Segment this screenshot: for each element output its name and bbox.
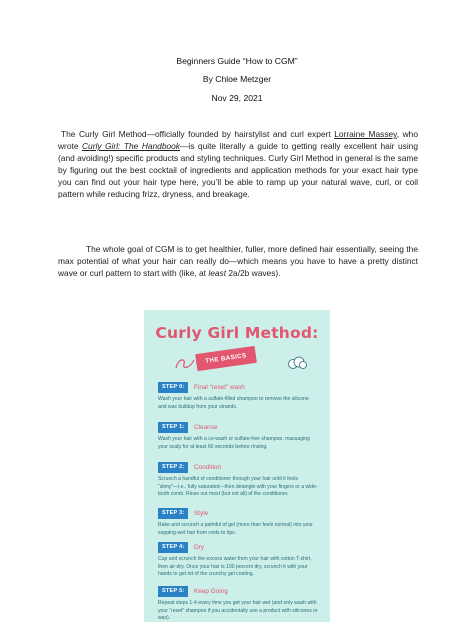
curly-girl-infographic bbox=[144, 310, 330, 622]
step-1-desc: Wash your hair with a co-wash or sulfate-free shampoo, massaging your scalp for at least 60 seconds before rinsing. bbox=[158, 436, 310, 450]
goal-text-2: 2a/2b waves). bbox=[226, 268, 281, 278]
step-2-badge: STEP 2: bbox=[158, 462, 188, 473]
step-5-desc: Repeat steps 1-4 every time you get your hair wet (and only wash with your “reset” shampoo if you accidentally use a product with silicones or wax). bbox=[158, 600, 318, 621]
step-4-desc: Cup and scrunch the excess water from your hair with cotton T-shirt, then air-dry. Once your hair is 100 percent dry, scrunch it with your hands to get rid of the crunchy gel coating. bbox=[158, 556, 312, 577]
step-0-badge: STEP 0: bbox=[158, 382, 188, 393]
handbook-link[interactable]: Curly Girl: The Handbook bbox=[81, 141, 180, 151]
doc-author: By Chloe Metzger bbox=[202, 74, 272, 84]
the-basics-badge: THE BASICS bbox=[195, 346, 257, 371]
step-2-desc: Scrunch a handful of conditioner through your hair until it feels “slimy”—i.e., fully saturated—then detangle with your fingers or a wide-tooth comb. Rinse out most (but not all) of the conditioner. bbox=[158, 476, 318, 497]
infographic-title: Curly Girl Method: bbox=[155, 324, 319, 342]
intro-text-2: , who wrote bbox=[58, 129, 418, 151]
goal-paragraph bbox=[58, 243, 418, 279]
step-2-name: Condition bbox=[194, 464, 222, 471]
step-5-badge: STEP 5: bbox=[158, 586, 188, 597]
intro-text-1: The Curly Girl Method—officially founded by hairstylist and curl expert bbox=[61, 129, 335, 139]
goal-text-italic: least bbox=[208, 268, 227, 278]
doc-date: Nov 29, 2021 bbox=[211, 93, 263, 103]
step-3-badge: STEP 3: bbox=[158, 508, 188, 519]
intro-paragraph bbox=[58, 128, 418, 200]
step-0-name: Final “reset” wash bbox=[194, 384, 245, 391]
step-4-name: Dry bbox=[194, 544, 204, 551]
foam-bubbles-icon bbox=[286, 354, 308, 370]
step-1-name: Cleanse bbox=[194, 424, 218, 431]
doc-title: Beginners Guide “How to CGM” bbox=[176, 56, 298, 66]
curl-doodle-icon bbox=[174, 354, 196, 372]
step-1-badge: STEP 1: bbox=[158, 422, 188, 433]
step-3-desc: Rake and scrunch a palmful of gel (more than feels normal) into your sopping-wet hair from roots to tips. bbox=[158, 522, 313, 536]
goal-text-1: The whole goal of CGM is to get healthier, fuller, more defined hair essentially, seeing the max potential of what your hair can really do—which means you have to have a pretty distinct wave or curl pattern to start with (like, at bbox=[58, 244, 418, 278]
step-4-badge: STEP 4: bbox=[158, 542, 188, 553]
intro-text-3: —is quite literally a guide to getting really excellent hair using (and avoiding!) specific products and styling techniques. Curly Girl Method in general is the same by figuring out the best cocktail of ingredients and application methods for your exact hair type you can find out your hair type here, you’ll be able to ramp up your natural wave, curl, or coil pattern while reducing frizz, dryness, and breakage. bbox=[58, 141, 418, 199]
step-5-name: Keep Going bbox=[194, 588, 228, 595]
step-3-name: Style bbox=[194, 510, 209, 517]
lorraine-massey-link[interactable]: Lorraine Massey bbox=[334, 129, 397, 139]
step-0-desc: Wash your hair with a sulfate-filled shampoo to remove the silicone and wax buildup from your strands. bbox=[158, 396, 309, 410]
